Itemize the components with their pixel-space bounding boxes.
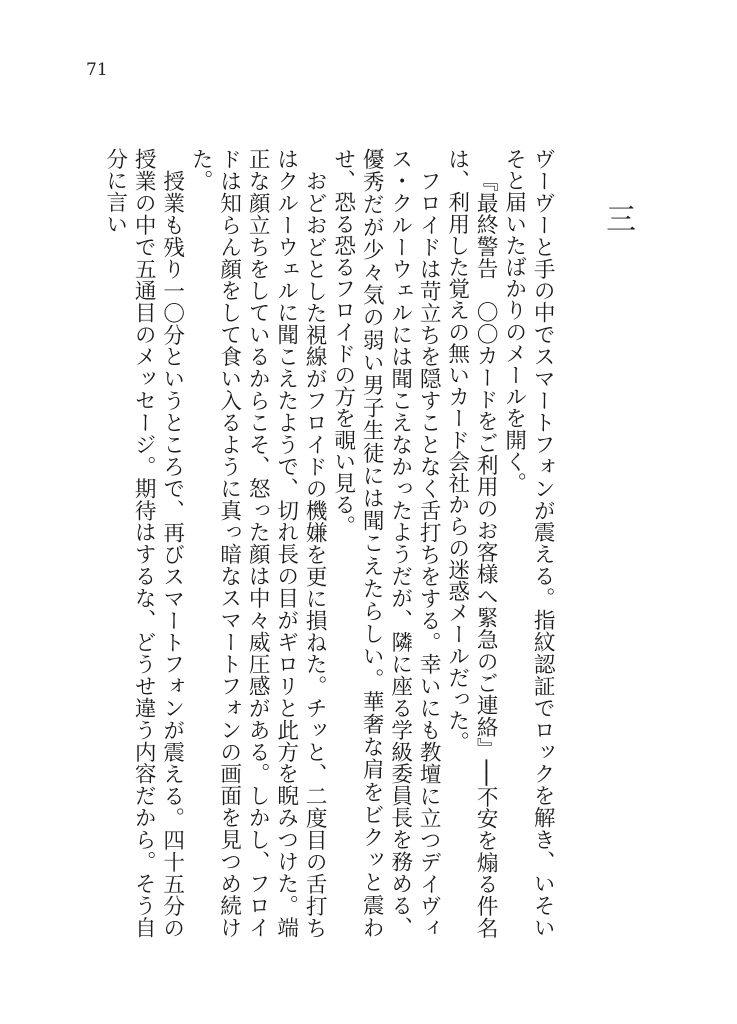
paragraph-3: フロイドは苛立ちを隠すことなく舌打ちをする。幸いにも教壇に立つデイヴィス・クルーウェルには聞こえなかったようだが、隣に座る学級委員長を務める、優秀だが少々気の弱い男子生徒には聞こえたらしい。華奢な肩をビクッと震わせ、恐る恐るフロイドの方を覗い見る。 [330, 148, 442, 938]
paragraph-2: 『最終警告 〇〇カードをご利用のお客様へ緊急のご連絡』──不安を煽る件名は、利用した覚えの無いカード会社からの迷惑メールだった。 [444, 148, 499, 938]
paragraph-1: ヴーヴーと手の中でスマートフォンが震える。指紋認証でロックを解き、いそいそと届いたばかりのメールを開く。 [501, 148, 556, 938]
paragraph-5: 授業も残り一〇分というところで、再びスマートフォンが震える。四十五分の授業の中で五通目のメッセージ。期待はするな、どうせ違う内容だから。そう自分に言い [102, 148, 185, 938]
chapter-title: 三 [600, 203, 636, 239]
vertical-text-body [100, 148, 679, 938]
paragraph-4: おどおどとした視線がフロイドの機嫌を更に損ねた。チッと、二度目の舌打ちはクルーウェルに聞こえたようで、切れ長の目がギロリと此方を睨みつけた。端正な顔立ちをしているからこそ、怒った顔は中々威圧感がある。しかし、フロイドは知らん顔をして食い入るように真っ暗なスマートフォンの画面を見つめ続けた。 [188, 148, 328, 938]
page-number: 71 [86, 60, 108, 80]
